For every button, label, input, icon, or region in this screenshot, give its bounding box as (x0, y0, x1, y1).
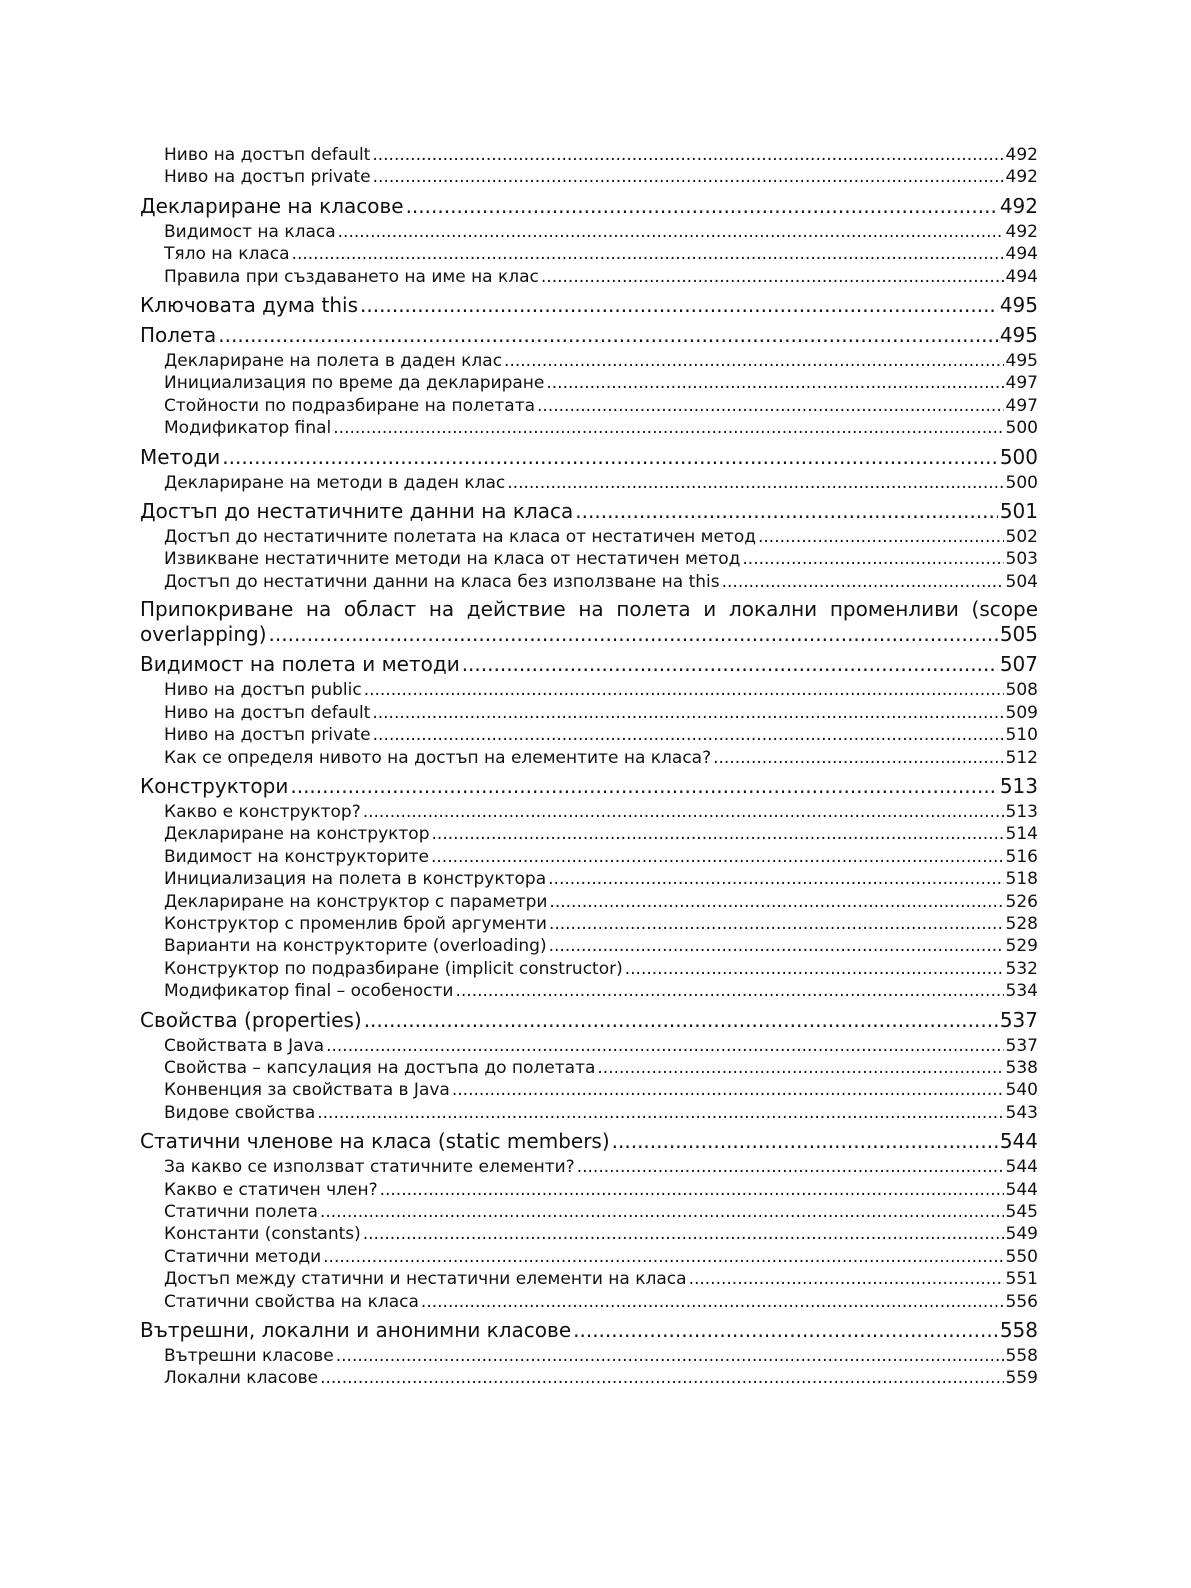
toc-subentry[interactable] (140, 1246, 1038, 1268)
toc-subentry[interactable] (140, 144, 1038, 166)
dot-leader (336, 1345, 1004, 1367)
toc-subentry[interactable] (140, 801, 1038, 823)
toc-subentry[interactable] (140, 747, 1038, 769)
toc-entry-title: Видимост на полета и методи (140, 652, 460, 677)
toc-entry-title: Извикване нестатичните методи на класа от нестатичен метод (164, 549, 741, 570)
toc-entry-title: Конструктори (140, 773, 289, 798)
toc-heading-entry[interactable] (140, 193, 1038, 219)
toc-page-number: 507 (999, 652, 1038, 677)
toc-page-number: 509 (1005, 702, 1038, 723)
toc-entry-title: Достъп до нестатични данни на класа без използване на this (164, 571, 720, 592)
toc-subentry[interactable] (140, 1156, 1038, 1178)
toc-subentry[interactable] (140, 702, 1038, 724)
toc-page-number: 537 (999, 1007, 1038, 1032)
toc-page-number: 500 (999, 444, 1038, 469)
toc-entry-title: Свойства – капсулация на достъпа до полетата (164, 1057, 596, 1078)
toc-page-number: 544 (999, 1129, 1038, 1154)
toc-heading-entry[interactable] (140, 651, 1038, 677)
dot-leader (326, 1035, 1003, 1057)
toc-page-number: 537 (1005, 1035, 1038, 1056)
dot-leader (549, 935, 1004, 957)
dot-leader (317, 1102, 1003, 1124)
toc-subentry[interactable] (140, 846, 1038, 868)
dot-leader (338, 221, 1004, 243)
toc-subentry[interactable] (140, 1223, 1038, 1245)
toc-entry-title-line1: Припокриване на област на действие на полета и локални променливи (scope (140, 597, 1038, 622)
toc-page-number: 551 (1005, 1269, 1038, 1290)
toc-entry-title: Деклариране на конструктор (164, 824, 430, 845)
toc-subentry[interactable] (140, 243, 1038, 265)
toc-subentry[interactable] (140, 679, 1038, 701)
dot-leader (364, 1007, 998, 1033)
toc-page-number: 549 (1005, 1224, 1038, 1245)
dot-leader (577, 1156, 1004, 1178)
dot-leader (406, 193, 998, 219)
toc-subentry[interactable] (140, 395, 1038, 417)
toc-entry-title: Ключовата дума this (140, 293, 359, 318)
toc-page-number: 492 (1005, 167, 1038, 188)
dot-leader (222, 444, 998, 470)
toc-subentry[interactable] (140, 526, 1038, 548)
toc-page-number: 508 (1005, 680, 1038, 701)
toc-subentry[interactable] (140, 1057, 1038, 1079)
dot-leader (742, 548, 1003, 570)
toc-entry-title: Ниво на достъп private (164, 725, 371, 746)
toc-page-number: 494 (1005, 244, 1038, 265)
dot-leader (541, 266, 1004, 288)
dot-leader (290, 773, 997, 799)
toc-entry-title: Тяло на класа (164, 244, 290, 265)
toc-page-number: 501 (999, 499, 1038, 524)
toc-page-number: 512 (1005, 747, 1038, 768)
toc-subentry[interactable] (140, 1367, 1038, 1389)
dot-leader (269, 622, 998, 647)
dot-leader (380, 1179, 1004, 1201)
dot-leader (548, 868, 1003, 890)
toc-entry-title: Конвенция за свойствата в Java (164, 1080, 450, 1101)
toc-page-number: 500 (1005, 472, 1038, 493)
dot-leader (722, 571, 1004, 593)
toc-page-number: 497 (1005, 395, 1038, 416)
toc-page-number: 544 (1005, 1157, 1038, 1178)
toc-subentry[interactable] (140, 1035, 1038, 1057)
toc-page-number: 505 (999, 622, 1038, 647)
toc-entry-title: Конструктор по подразбиране (implicit constructor) (164, 958, 623, 979)
dot-leader (689, 1268, 1004, 1290)
toc-page-number: 516 (1005, 846, 1038, 867)
toc-page-number: 514 (1005, 824, 1038, 845)
toc-entry-title: Видове свойства (164, 1102, 316, 1123)
toc-page-number: 559 (1005, 1368, 1038, 1389)
toc-entry-title: Ниво на достъп public (164, 680, 362, 701)
toc-entry-title: Инициализация по време да деклариране (164, 373, 545, 394)
toc-page-number: 504 (1005, 571, 1038, 592)
toc-page-number: 495 (999, 293, 1038, 318)
table-of-contents (140, 144, 1038, 1390)
toc-entry-title: Какво е конструктор? (164, 801, 361, 822)
dot-leader (372, 702, 1003, 724)
toc-entry-title: Видимост на класа (164, 221, 336, 242)
dot-leader (575, 498, 998, 524)
toc-subentry[interactable] (140, 350, 1038, 372)
toc-heading-entry[interactable] (140, 597, 1038, 647)
dot-leader (372, 144, 1003, 166)
toc-entry-title: Свойства (properties) (140, 1007, 362, 1032)
dot-leader (323, 1246, 1003, 1268)
toc-page-number: 528 (1005, 913, 1038, 934)
toc-entry-title: Свойствата в Java (164, 1035, 325, 1056)
dot-leader (455, 980, 1003, 1002)
toc-page-number: 492 (1005, 145, 1038, 165)
dot-leader (320, 1367, 1003, 1389)
toc-page-number: 495 (1005, 351, 1038, 372)
toc-entry-title: Ниво на достъп default (164, 702, 371, 723)
dot-leader (549, 891, 1003, 913)
toc-entry-title: Деклариране на полета в даден клас (164, 351, 503, 372)
toc-subentry[interactable] (140, 1079, 1038, 1101)
dot-leader (713, 747, 1003, 769)
dot-leader (462, 651, 998, 677)
dot-leader (373, 166, 1004, 188)
toc-entry-title: Деклариране на методи в даден клас (164, 472, 506, 493)
toc-page-number: 532 (1005, 958, 1038, 979)
toc-entry-title: Инициализация на полета в конструктора (164, 869, 547, 890)
toc-page-number: 492 (999, 193, 1038, 218)
toc-entry-title: Ниво на достъп private (164, 167, 371, 188)
toc-page-number: 529 (1005, 936, 1038, 957)
dot-leader (625, 958, 1004, 980)
dot-leader (364, 679, 1004, 701)
toc-subentry[interactable] (140, 1291, 1038, 1313)
toc-subentry[interactable] (140, 548, 1038, 570)
toc-page-number: 503 (1005, 549, 1038, 570)
toc-page-number: 543 (1005, 1102, 1038, 1123)
toc-entry-title: Статични полета (164, 1202, 318, 1222)
toc-subentry[interactable] (140, 1179, 1038, 1201)
toc-entry-title: Вътрешни, локални и анонимни класове (140, 1318, 572, 1343)
toc-subentry[interactable] (140, 417, 1038, 439)
toc-heading-entry[interactable] (140, 1128, 1038, 1154)
toc-subentry[interactable] (140, 221, 1038, 243)
toc-entry-title: Варианти на конструкторите (overloading) (164, 936, 547, 957)
dot-leader (612, 1128, 998, 1154)
toc-entry-title-line2: overlapping) (140, 622, 267, 647)
toc-heading-entry[interactable] (140, 444, 1038, 470)
toc-entry-title: Статични членове на класа (static members) (140, 1129, 610, 1154)
toc-page-number: 545 (1005, 1202, 1038, 1222)
dot-leader (320, 1201, 1004, 1223)
toc-page-number: 518 (1005, 869, 1038, 890)
toc-subentry[interactable] (140, 958, 1038, 980)
toc-page-number: 497 (1005, 373, 1038, 394)
toc-subentry[interactable] (140, 913, 1038, 935)
toc-entry-title: Конструктор с променлив брой аргументи (164, 913, 547, 934)
toc-entry-title: Ниво на достъп default (164, 145, 371, 165)
toc-heading-entry[interactable] (140, 322, 1038, 348)
toc-entry-title: Модификатор final (164, 418, 332, 439)
dot-leader (363, 1223, 1004, 1245)
toc-page-number: 500 (1005, 418, 1038, 439)
toc-entry-title: Методи (140, 444, 221, 469)
toc-entry-title: Достъп до нестатичните данни на класа (140, 499, 574, 524)
toc-page-number: 510 (1005, 725, 1038, 746)
toc-heading-entry[interactable] (140, 773, 1038, 799)
toc-subentry[interactable] (140, 1345, 1038, 1367)
toc-subentry[interactable] (140, 472, 1038, 494)
toc-page-number: 495 (999, 323, 1038, 348)
toc-page-number: 558 (999, 1318, 1038, 1343)
dot-leader (421, 1291, 1004, 1313)
dot-leader (537, 395, 1004, 417)
dot-leader (363, 801, 1004, 823)
toc-subentry[interactable] (140, 868, 1038, 890)
toc-heading-entry[interactable] (140, 1007, 1038, 1033)
dot-leader (452, 1079, 1004, 1101)
toc-subentry[interactable] (140, 980, 1038, 1002)
toc-page-number: 513 (1005, 801, 1038, 822)
dot-leader (431, 846, 1004, 868)
dot-leader (507, 472, 1003, 494)
toc-entry-title: Статични методи (164, 1246, 322, 1267)
dot-leader (360, 292, 998, 318)
toc-subentry[interactable] (140, 1201, 1038, 1223)
toc-page-number: 544 (1005, 1179, 1038, 1200)
dot-leader (504, 350, 1004, 372)
toc-heading-entry[interactable] (140, 498, 1038, 524)
toc-subentry[interactable] (140, 935, 1038, 957)
toc-entry-title: Полета (140, 323, 217, 348)
dot-leader (292, 243, 1004, 265)
toc-entry-title: Вътрешни класове (164, 1346, 334, 1367)
toc-page-number: 513 (999, 773, 1038, 798)
dot-leader (758, 526, 1004, 548)
toc-entry-title: Как се определя нивото на достъп на елементите на класа? (164, 747, 712, 768)
toc-entry-title: Деклариране на конструктор с параметри (164, 891, 548, 912)
toc-page-number: 550 (1005, 1246, 1038, 1267)
toc-page-number: 556 (1005, 1291, 1038, 1312)
toc-entry-title: Локални класове (164, 1368, 319, 1389)
dot-leader (218, 322, 998, 348)
toc-subentry[interactable] (140, 1268, 1038, 1290)
toc-page-number: 526 (1005, 891, 1038, 912)
toc-entry-title: Деклариране на класове (140, 193, 404, 218)
toc-subentry[interactable] (140, 891, 1038, 913)
dot-leader (549, 913, 1004, 935)
toc-page-number: 492 (1005, 221, 1038, 242)
toc-page-number: 494 (1005, 266, 1038, 287)
toc-subentry[interactable] (140, 266, 1038, 288)
toc-subentry[interactable] (140, 571, 1038, 593)
dot-leader (546, 372, 1003, 394)
toc-subentry[interactable] (140, 1102, 1038, 1124)
toc-subentry[interactable] (140, 724, 1038, 746)
toc-entry-title: Модификатор final – особености (164, 981, 454, 1002)
dot-leader (597, 1057, 1003, 1079)
dot-leader (573, 1317, 998, 1343)
toc-entry-title: За какво се използват статичните елементи? (164, 1157, 575, 1178)
toc-page-number: 558 (1005, 1346, 1038, 1367)
dot-leader (333, 417, 1003, 439)
toc-page-number: 502 (1005, 527, 1038, 548)
toc-heading-entry[interactable] (140, 292, 1038, 318)
toc-entry-title: Стойности по подразбиране на полетата (164, 395, 536, 416)
toc-page-number: 540 (1005, 1080, 1038, 1101)
toc-entry-title: Видимост на конструкторите (164, 846, 429, 867)
dot-leader (432, 823, 1004, 845)
toc-entry-title: Какво е статичен член? (164, 1179, 378, 1200)
toc-subentry[interactable] (140, 372, 1038, 394)
dot-leader (373, 724, 1004, 746)
toc-entry-title: Достъп между статични и нестатични елементи на класа (164, 1269, 687, 1290)
toc-entry-title: Статични свойства на класа (164, 1291, 419, 1312)
toc-heading-entry[interactable] (140, 1317, 1038, 1343)
toc-page-number: 534 (1005, 981, 1038, 1002)
toc-entry-title: Правила при създаването на име на клас (164, 266, 539, 287)
toc-page-number: 538 (1005, 1057, 1038, 1078)
toc-subentry[interactable] (140, 823, 1038, 845)
toc-subentry[interactable] (140, 166, 1038, 188)
toc-entry-title: Константи (constants) (164, 1224, 361, 1245)
toc-entry-title: Достъп до нестатичните полетата на класа от нестатичен метод (164, 527, 756, 548)
